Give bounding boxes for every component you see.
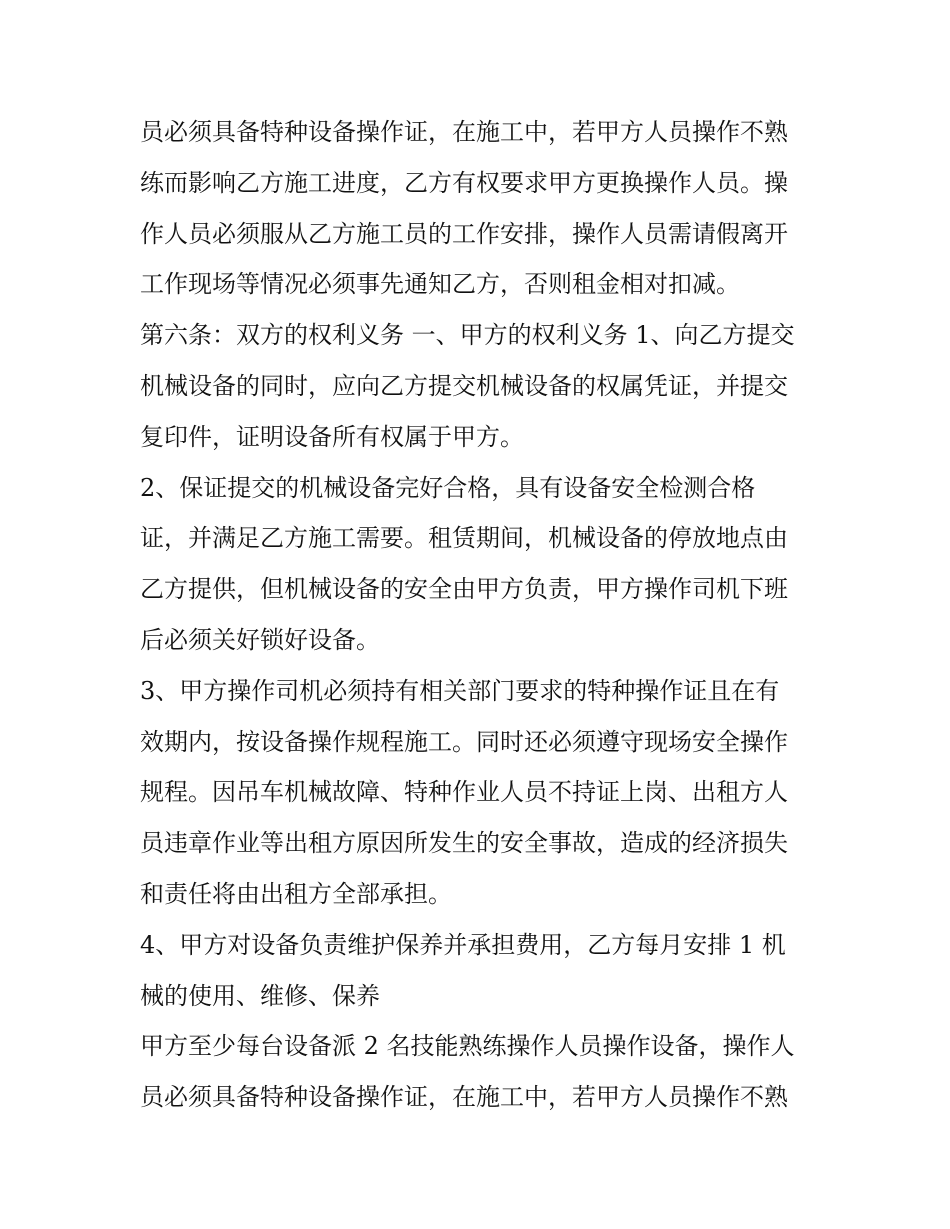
text-line: 员必须具备特种设备操作证，在施工中，若甲方人员操作不熟 <box>140 1083 788 1112</box>
text-line: 4、甲方对设备负责维护保养并承担费用，乙方每月安排 1 机 <box>140 930 786 959</box>
text-line: 工作现场等情况必须事先通知乙方，否则租金相对扣减。 <box>140 270 740 299</box>
text-line: 练而影响乙方施工进度，乙方有权要求甲方更换操作人员。操 <box>140 168 788 197</box>
text-line: 后必须关好锁好设备。 <box>140 625 380 654</box>
text-line: 员必须具备特种设备操作证，在施工中，若甲方人员操作不熟 <box>140 118 788 146</box>
text-line: 第六条：双方的权利义务 一、甲方的权利义务 1、向乙方提交 <box>140 321 795 350</box>
text-line: 证，并满足乙方施工需要。租赁期间，机械设备的停放地点由 <box>140 524 788 553</box>
text-line: 乙方提供，但机械设备的安全由甲方负责，甲方操作司机下班 <box>140 575 788 604</box>
text-line: 2、保证提交的机械设备完好合格，具有设备安全检测合格 <box>140 473 756 502</box>
text-line: 3、甲方操作司机必须持有相关部门要求的特种操作证且在有 <box>140 676 780 705</box>
text-line: 复印件，证明设备所有权属于甲方。 <box>140 422 524 451</box>
text-line: 规程。因吊车机械故障、特种作业人员不持证上岗、出租方人 <box>140 778 788 807</box>
text-line: 作人员必须服从乙方施工员的工作安排，操作人员需请假离开 <box>140 219 788 248</box>
text-line: 甲方至少每台设备派 2 名技能熟练操作人员操作设备，操作人 <box>140 1032 795 1061</box>
text-line: 和责任将由出租方全部承担。 <box>140 879 452 908</box>
text-line: 员违章作业等出租方原因所发生的安全事故，造成的经济损失 <box>140 829 788 858</box>
text-line: 效期内，按设备操作规程施工。同时还必须遵守现场安全操作 <box>140 727 788 756</box>
text-line: 机械设备的同时，应向乙方提交机械设备的权属凭证，并提交 <box>140 371 788 400</box>
text-line: 械的使用、维修、保养 <box>140 981 380 1010</box>
document-body <box>140 107 830 1123</box>
